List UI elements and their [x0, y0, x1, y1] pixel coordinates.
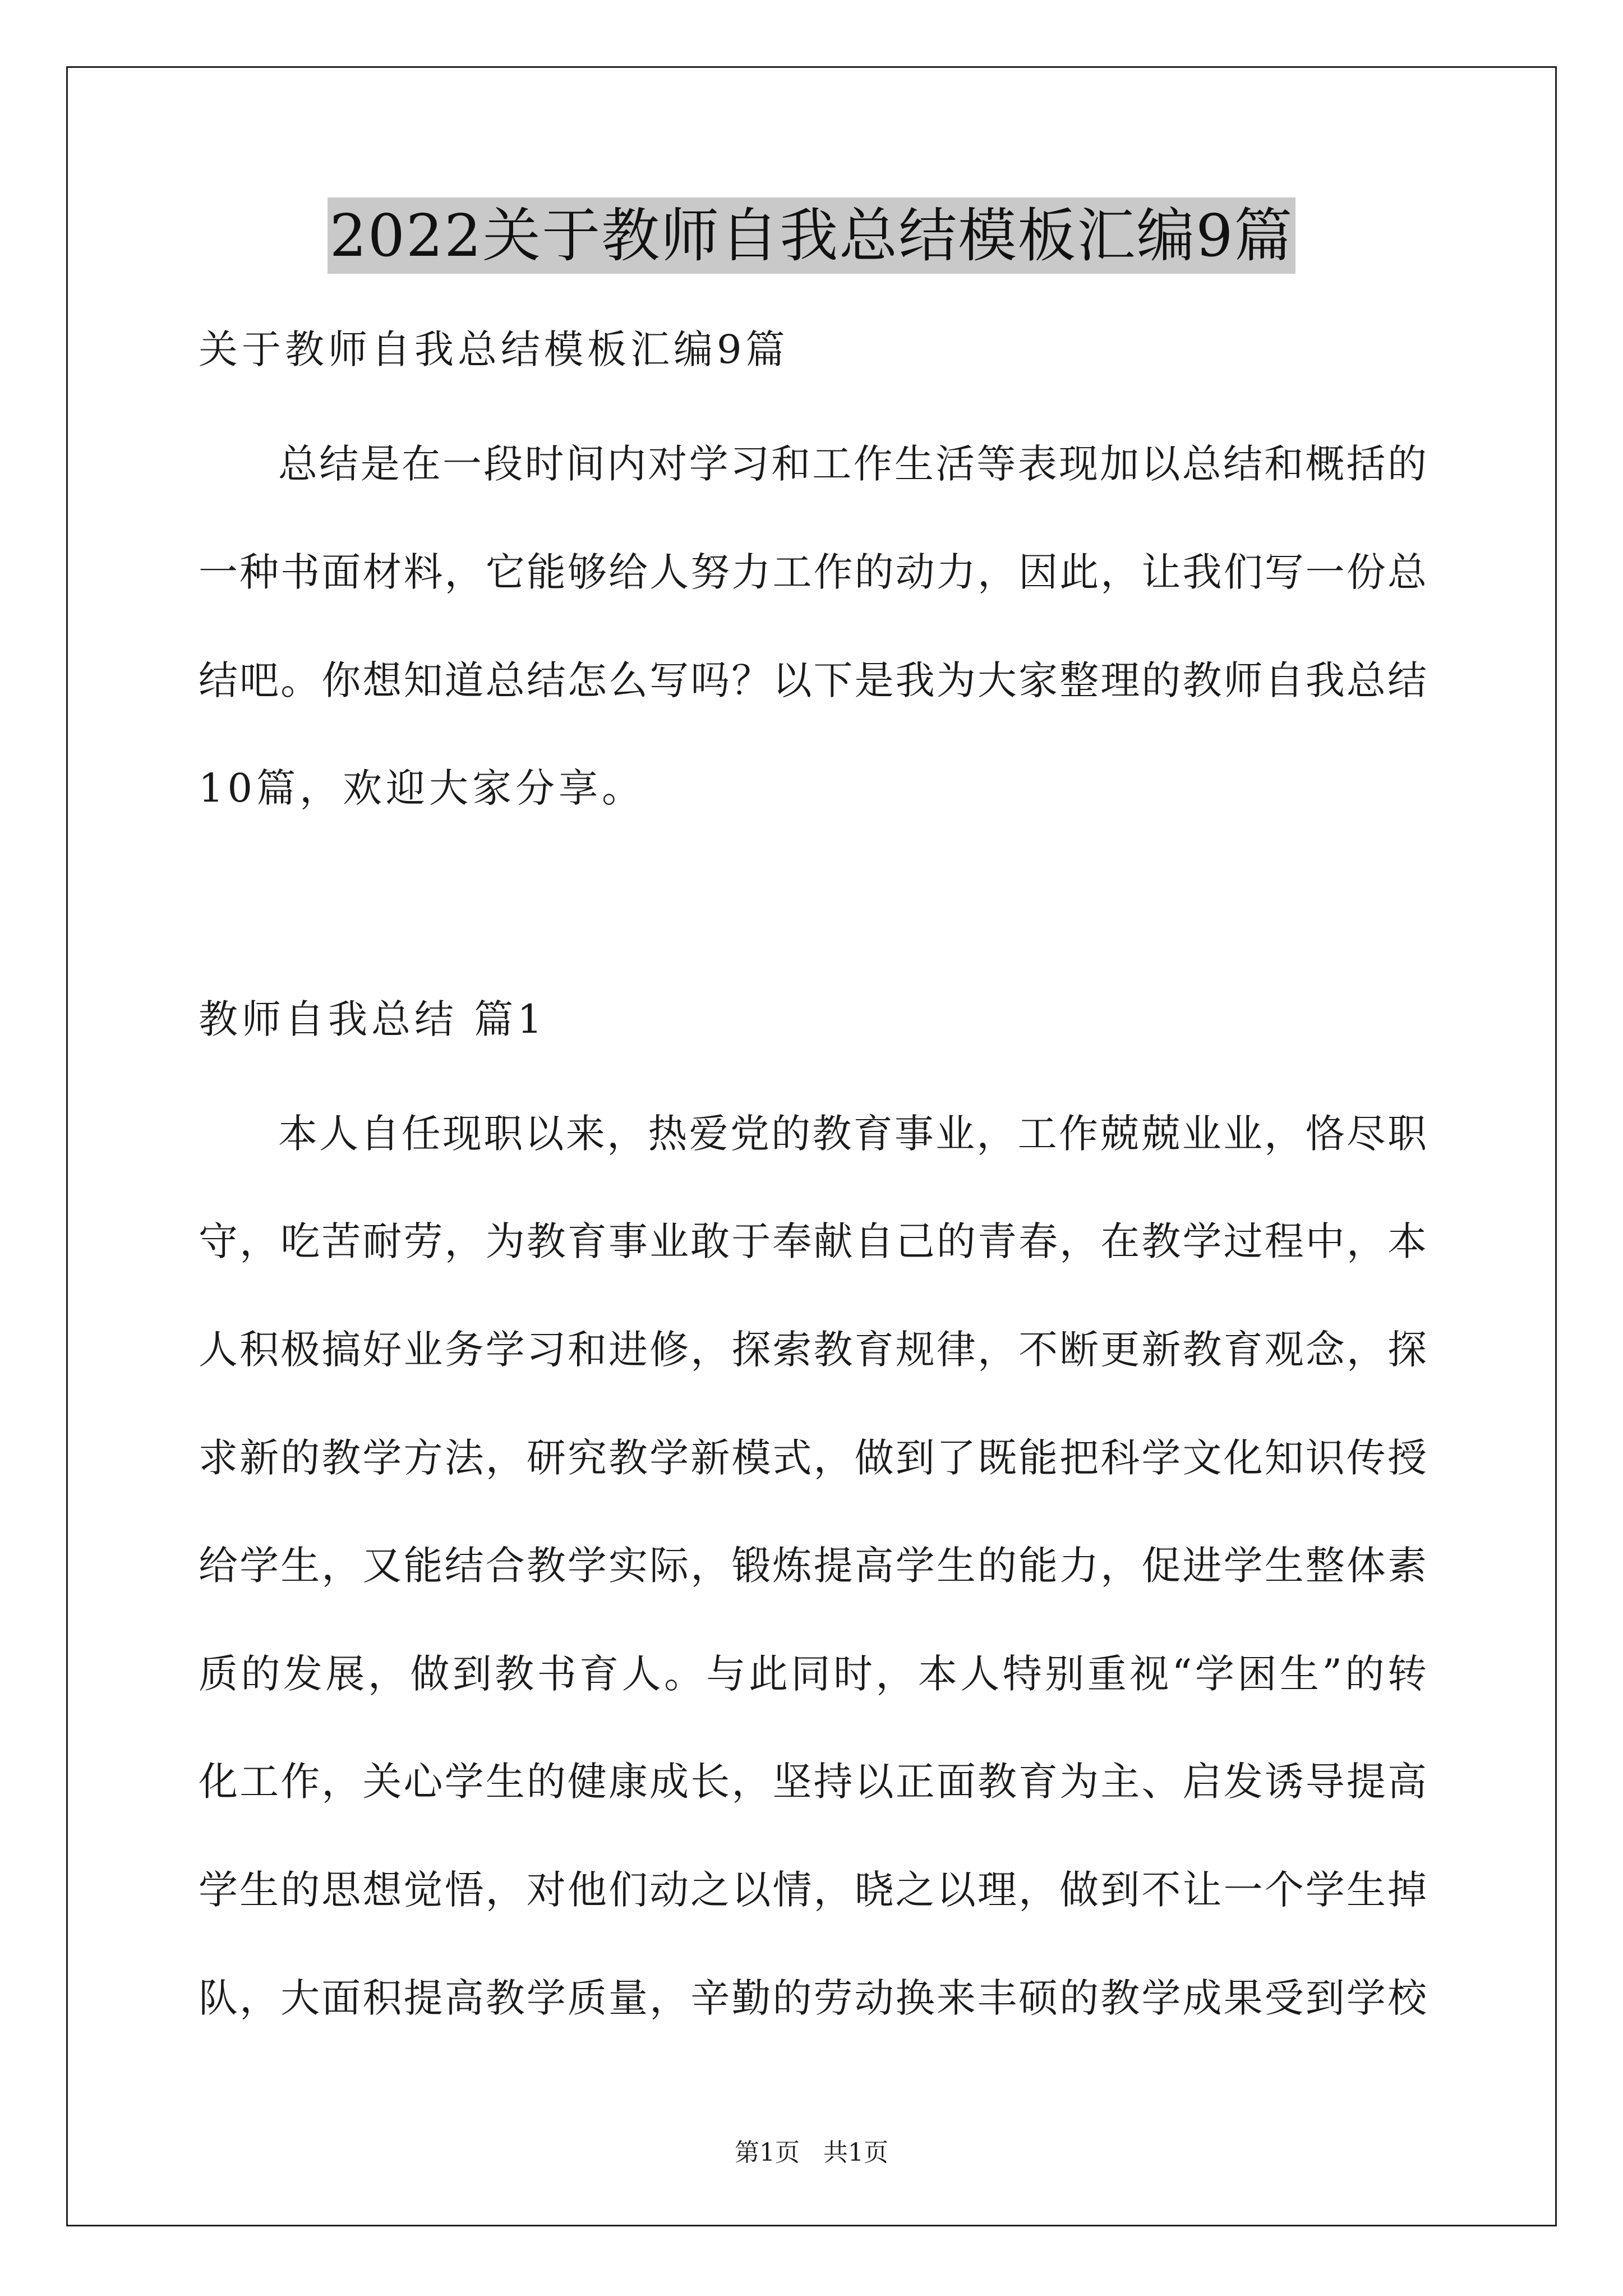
document-title: 2022关于教师自我总结模板汇编9篇	[328, 197, 1296, 274]
title-container	[0, 197, 1623, 274]
intro-line: 一种书面材料，它能够给人努力工作的动力，因此，让我们写一份总	[199, 549, 1427, 595]
body-line: 给学生，又能结合教学实际，锻炼提高学生的能力，促进学生整体素	[199, 1543, 1427, 1589]
body-line: 守，吃苦耐劳，为教育事业敢于奉献自己的青春，在教学过程中，本	[199, 1218, 1427, 1264]
body-line: 化工作，关心学生的健康成长，坚持以正面教育为主、启发诱导提高	[199, 1759, 1427, 1805]
document-subtitle: 关于教师自我总结模板汇编9篇	[199, 326, 789, 372]
section-heading: 教师自我总结 篇1	[199, 996, 546, 1042]
body-line: 质的发展，做到教书育人。与此同时，本人特别重视“学困生”的转	[199, 1651, 1427, 1697]
intro-line: 10篇，欢迎大家分享。	[199, 765, 645, 811]
body-line: 本人自任现职以来，热爱党的教育事业，工作兢兢业业，恪尽职	[278, 1111, 1427, 1157]
body-line: 人积极搞好业务学习和进修，探索教育规律，不断更新教育观念，探	[199, 1327, 1427, 1373]
body-line: 队，大面积提高教学质量，辛勤的劳动换来丰硕的教学成果受到学校	[199, 1975, 1427, 2021]
intro-line: 结吧。你想知道总结怎么写吗？以下是我为大家整理的教师自我总结	[199, 657, 1427, 703]
page-footer: 第1页 共1页	[735, 2138, 888, 2167]
body-line: 学生的思想觉悟，对他们动之以情，晓之以理，做到不让一个学生掉	[199, 1867, 1427, 1913]
body-line: 求新的教学方法，研究教学新模式，做到了既能把科学文化知识传授	[199, 1435, 1427, 1481]
intro-line: 总结是在一段时间内对学习和工作生活等表现加以总结和概括的	[278, 441, 1427, 487]
